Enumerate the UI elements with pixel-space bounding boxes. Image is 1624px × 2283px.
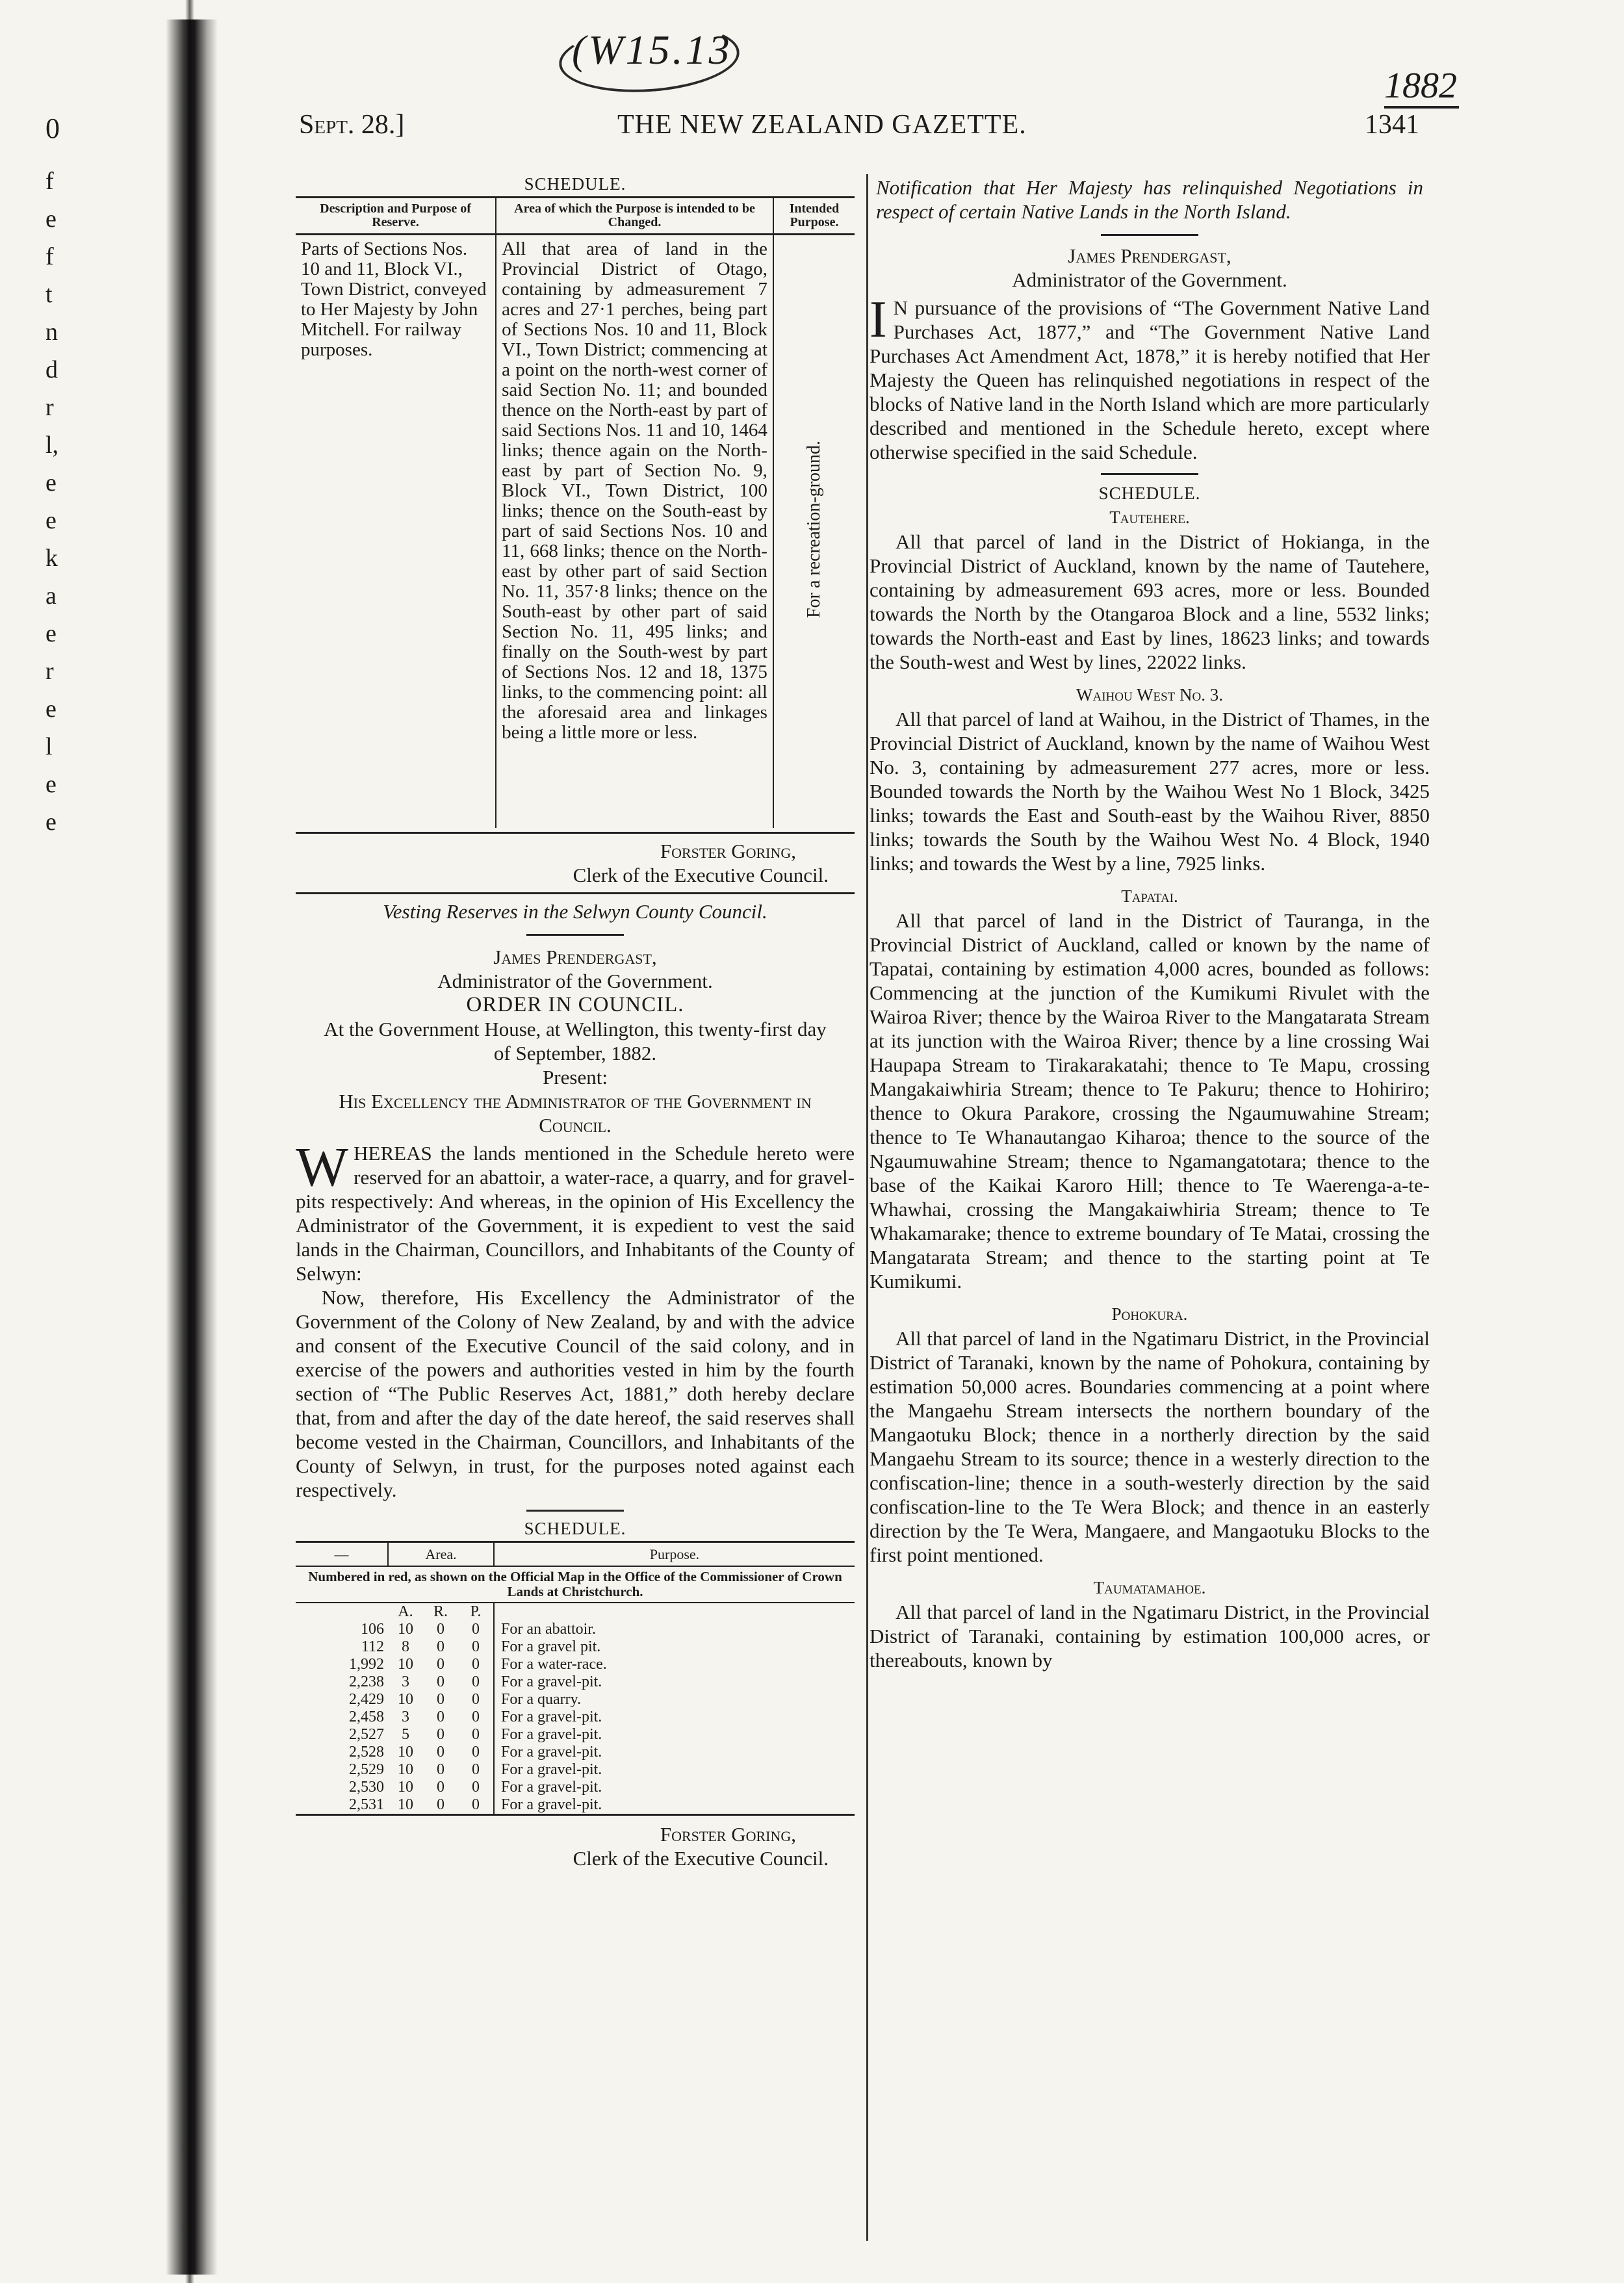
unit-acres: A. bbox=[398, 1603, 413, 1620]
schedule2-row bbox=[296, 1709, 855, 1726]
area-roods: 0 bbox=[437, 1779, 445, 1796]
reserve-number: 2,528 bbox=[349, 1744, 384, 1761]
area-perches: 0 bbox=[472, 1779, 480, 1796]
schedule1-header-purpose: Intended Purpose. bbox=[773, 198, 855, 235]
margin-letter: k bbox=[45, 545, 58, 572]
margin-letter: l, bbox=[45, 432, 59, 459]
area-perches: 0 bbox=[472, 1638, 480, 1655]
area-roods: 0 bbox=[437, 1726, 445, 1743]
rule bbox=[1101, 234, 1198, 236]
margin-letter: a bbox=[45, 582, 57, 610]
margin-letter: e bbox=[45, 620, 57, 647]
area-roods: 0 bbox=[437, 1638, 445, 1655]
reserve-purpose: For a gravel-pit. bbox=[494, 1726, 855, 1744]
area-perches: 0 bbox=[472, 1761, 480, 1778]
rule bbox=[1101, 473, 1198, 475]
present-label: Present: bbox=[543, 1066, 608, 1089]
reserve-number: 2,238 bbox=[349, 1673, 384, 1690]
notice-title: Notification that Her Majesty has relinquished Negotiations in respect of certain Native Lands in the North Island. bbox=[876, 176, 1423, 223]
intro-paragraph bbox=[870, 291, 1430, 464]
schedule1-description: Parts of Sections Nos. 10 and 11, Block VI., Town District, conveyed to Her Majesty by John Mitchell. For railway purposes. bbox=[296, 235, 496, 829]
schedule1-header-area: Area of which the Purpose is intended to be Changed. bbox=[496, 198, 773, 235]
block-description: All that parcel of land at Waihou, in the District of Thames, in the Provincial District of Auckland, known by the name of Waihou West No. 3, containing by admeasurement 277 acres, more or less. Bounded towards the North by the Waihou West No 1 Block, 3425 links; towards the East and South-east by the Waihou River, 8850 links; towards the South by the Waihou West No. 4 Block, 1940 links; and towards the West by a line, 7925 links. bbox=[870, 708, 1430, 875]
header-page-number: 1341 bbox=[1365, 110, 1419, 140]
margin-letter: e bbox=[45, 205, 57, 233]
block-description: All that parcel of land in the District of Tauranga, in the Provincial District of Auckland, called or known by the name of Tapatai, containing by estimation 4,000 acres, bounded as follows: Commencing at the junction of the Kumikumi Rivulet with the Wairoa River; thence by the Wairoa River to the Mangatarata Stream at its junction with the Wairoa River; thence by a line crossing Wai Haupapa Stream to Tirakarakatahi; thence to Te Mapu, crossing Mangakaiwhiria Stream; thence to Te Pakuru; thence to Hohiriro; thence to Okura Parakore, crossing the Ngaumuwahine Stream; thence to Te Whanautangao Kiharoa; thence to the source of the Ngaumuwahine Stream; thence to Ngamangatotara; thence to the base of the Kaikai Karoro Hill; thence to Te Waerenga-a-te-Whawhai, crossing the Mangakaiwhiria Stream; thence to Te Whakamarake; thence to extreme boundary of Te Matai, crossing the Mangatarata Stream; and thence to the starting point at Te Kumikumi. bbox=[870, 909, 1430, 1293]
margin-letter: e bbox=[45, 469, 57, 497]
schedule2-row bbox=[296, 1726, 855, 1744]
schedule1-purpose: For a recreation-ground. bbox=[804, 441, 825, 618]
right-administrator-title: Administrator of the Government. bbox=[1012, 268, 1287, 291]
margin-letters bbox=[45, 162, 84, 841]
margin-page-fragment: 0 bbox=[45, 112, 60, 144]
reserve-purpose: For a gravel-pit. bbox=[494, 1796, 855, 1815]
area-acres: 5 bbox=[402, 1726, 409, 1743]
signature-name-2: Forster Goring, bbox=[660, 1823, 796, 1846]
area-acres: 10 bbox=[398, 1744, 413, 1761]
signature-name-1: Forster Goring, bbox=[660, 840, 796, 862]
handwritten-underline bbox=[1384, 106, 1459, 109]
unit-perches: P. bbox=[470, 1603, 482, 1620]
margin-letter: e bbox=[45, 771, 57, 798]
reserve-number: 2,429 bbox=[349, 1691, 384, 1708]
schedule2-row bbox=[296, 1796, 855, 1815]
margin-letter: f bbox=[45, 243, 54, 270]
reserve-purpose: For a gravel pit. bbox=[494, 1638, 855, 1656]
schedule2-title: SCHEDULE. bbox=[524, 1519, 626, 1538]
area-perches: 0 bbox=[472, 1673, 480, 1690]
reserve-number: 1,992 bbox=[349, 1656, 384, 1673]
schedule2-row bbox=[296, 1779, 855, 1796]
schedule2-row bbox=[296, 1621, 855, 1638]
now-therefore-paragraph: Now, therefore, His Excellency the Administrator of the Government of the Colony of New Zealand, by and with the advice and consent of the Executive Council of the said colony, and in exercise of the powers and authorities vested in him by the fourth section of “The Public Reserves Act, 1881,” doth hereby declare that, from and after the day of the date hereof, the said reserves shall become vested in the Chairman, Councillors, and Inhabitants of the County of Selwyn, in trust, for the purposes noted against each respectively. bbox=[296, 1286, 855, 1501]
reserve-number: 2,458 bbox=[349, 1709, 384, 1725]
area-roods: 0 bbox=[423, 1796, 458, 1815]
column-rule bbox=[866, 174, 868, 2241]
area-acres: 3 bbox=[402, 1673, 409, 1690]
area-roods: 0 bbox=[437, 1656, 445, 1673]
schedule1-area: All that area of land in the Provincial District of Otago, containing by admeasurement 7 acres and 27·1 perches, being part of Sections Nos. 10 and 11, Block VI., Town District; commencing at a point on the north-west corner of said Section No. 11; and bounded thence on the North-east by part of said Sections Nos. 11 and 10, 1464 links; thence again on the North-east by part of Section No. 9, Block VI., Town District, 100 links; thence on the South-east by part of said Sections Nos. 10 and 11, 668 links; thence on the North-east by other part of said Section No. 11, 357·8 links; thence on the South-east by other part of said Section No. 11, 495 links; and finally on the South-west by part of Sections Nos. 12 and 18, 1375 links, to the commencing point: all the aforesaid area and linkages being a little more or less. bbox=[496, 235, 773, 829]
administrator-title: Administrator of the Government. bbox=[437, 970, 713, 992]
area-perches: 0 bbox=[472, 1709, 480, 1725]
area-perches: 0 bbox=[472, 1621, 480, 1638]
area-acres: 10 bbox=[398, 1691, 413, 1708]
margin-letter: d bbox=[45, 356, 58, 383]
rule bbox=[296, 832, 855, 834]
land-blocks bbox=[870, 506, 1430, 1672]
header-title: THE NEW ZEALAND GAZETTE. bbox=[617, 110, 1027, 140]
margin-letter: e bbox=[45, 808, 57, 836]
reserve-number: 112 bbox=[361, 1638, 384, 1655]
schedule1-purpose-cell bbox=[773, 235, 855, 829]
block-description: All that parcel of land in the Ngatimaru District, in the Provincial District of Taranaki, known by the name of Pohokura, containing by estimation 50,000 acres. Boundaries commencing at a point where the Mangaehu Stream intersects the northern boundary of the Mangaotuku Block; thence in a northerly direction by the said Mangaehu Stream to its source; thence in a westerly direction to the confiscation-line; thence in a south-westerly direction by the said confiscation-line to the Te Wera Block; and thence in an easterly direction by the Te Wera, Mangaere, and Mangaotuku Blocks to the first point mentioned. bbox=[870, 1327, 1430, 1566]
margin-letter: t bbox=[45, 281, 53, 308]
header-date: Sept. 28.] bbox=[299, 110, 405, 140]
area-acres: 10 bbox=[398, 1621, 413, 1638]
area-acres: 10 bbox=[398, 1761, 413, 1778]
area-roods: 0 bbox=[437, 1673, 445, 1690]
rule bbox=[526, 1510, 624, 1512]
margin-letter: r bbox=[45, 394, 54, 421]
area-perches: 0 bbox=[472, 1691, 480, 1708]
unit-roods: R. bbox=[433, 1603, 448, 1620]
area-acres: 10 bbox=[388, 1796, 423, 1815]
margin-letter: e bbox=[45, 507, 57, 534]
order-in-council-title: ORDER IN COUNCIL. bbox=[466, 993, 684, 1016]
block-heading: Tautehere. bbox=[1109, 508, 1190, 527]
area-roods: 0 bbox=[437, 1691, 445, 1708]
schedule2-header-area: Area. bbox=[388, 1542, 494, 1567]
handwritten-note: (W15.13 bbox=[572, 27, 732, 73]
reserve-number: 2,530 bbox=[349, 1779, 384, 1796]
intro-drop-cap: I bbox=[870, 291, 887, 348]
vesting-title: Vesting Reserves in the Selwyn County Council. bbox=[383, 900, 767, 923]
reserve-number: 106 bbox=[361, 1621, 384, 1638]
margin-letter: n bbox=[45, 318, 58, 346]
left-column bbox=[296, 172, 855, 1870]
reserve-number: 2,527 bbox=[349, 1726, 384, 1743]
area-roods: 0 bbox=[437, 1621, 445, 1638]
schedule2-row bbox=[296, 1673, 855, 1691]
schedule2-row bbox=[296, 1761, 855, 1779]
block-heading: Taumatamahoe. bbox=[1093, 1578, 1206, 1597]
schedule2-note: Numbered in red, as shown on the Official Map in the Office of the Commissioner of Crown Lands at Christchurch. bbox=[296, 1566, 855, 1603]
place-and-date: At the Government House, at Wellington, this twenty-first day of September, 1882. bbox=[324, 1018, 827, 1064]
rule bbox=[296, 892, 855, 894]
reserve-purpose: For a quarry. bbox=[494, 1691, 855, 1709]
signature-title-2: Clerk of the Executive Council. bbox=[573, 1847, 829, 1870]
reserve-purpose: For a gravel-pit. bbox=[494, 1709, 855, 1726]
reserve-purpose: For a gravel-pit. bbox=[494, 1761, 855, 1779]
signature-title-1: Clerk of the Executive Council. bbox=[573, 864, 829, 886]
block-heading: Tapatai. bbox=[1121, 886, 1178, 906]
margin-letter: f bbox=[45, 168, 54, 195]
reserve-purpose: For a gravel-pit. bbox=[494, 1779, 855, 1796]
area-roods: 0 bbox=[437, 1761, 445, 1778]
area-perches: 0 bbox=[472, 1656, 480, 1673]
intro-text: N pursuance of the provisions of “The Government Native Land Purchases Act, 1877,” and “The Government Native Land Purchases Act Amendment Act, 1878,” it is hereby notified that Her Majesty the Queen has relinquished negotiations in respect of the blocks of Native land in the North Island which are more particularly described and mentioned in the Schedule hereto, except where otherwise specified in the said Schedule. bbox=[870, 296, 1430, 463]
excellency-line: His Excellency the Administrator of the Government in Council. bbox=[339, 1090, 812, 1137]
schedule2-row bbox=[296, 1691, 855, 1709]
block-heading: Waihou West No. 3. bbox=[1076, 685, 1223, 704]
area-roods: 0 bbox=[437, 1744, 445, 1761]
rule bbox=[526, 934, 624, 936]
margin-letter: r bbox=[45, 658, 54, 685]
schedule2-row bbox=[296, 1744, 855, 1761]
reserve-purpose: For a gravel-pit. bbox=[494, 1744, 855, 1761]
margin-letter: e bbox=[45, 695, 57, 723]
schedule2-table bbox=[296, 1541, 855, 1816]
administrator-name: James Prendergast, bbox=[493, 946, 657, 968]
right-administrator-name: James Prendergast, bbox=[1068, 244, 1231, 267]
area-perches: 0 bbox=[458, 1796, 494, 1815]
reserve-purpose: For an abattoir. bbox=[494, 1621, 855, 1638]
margin-letter: l bbox=[45, 733, 53, 760]
schedule2-header-number: — bbox=[296, 1542, 388, 1567]
right-column bbox=[870, 175, 1430, 1672]
reserve-purpose: For a gravel-pit. bbox=[494, 1673, 855, 1691]
reserve-number: 2,531 bbox=[296, 1796, 388, 1815]
area-perches: 0 bbox=[472, 1726, 480, 1743]
area-acres: 10 bbox=[398, 1656, 413, 1673]
area-acres: 8 bbox=[402, 1638, 409, 1655]
reserve-number: 2,529 bbox=[349, 1761, 384, 1778]
block-description: All that parcel of land in the Ngatimaru District, in the Provincial District of Taranaki, containing by estimation 100,000 acres, or thereabouts, known by bbox=[870, 1601, 1430, 1671]
area-acres: 10 bbox=[398, 1779, 413, 1796]
schedule2-header-purpose: Purpose. bbox=[494, 1542, 855, 1567]
schedule1-title: SCHEDULE. bbox=[524, 174, 626, 194]
right-schedule-title: SCHEDULE. bbox=[1098, 484, 1201, 503]
block-description: All that parcel of land in the District of Hokianga, in the Provincial District of Auckland, known by the name of Tautehere, containing by admeasurement 693 acres, more or less. Bounded towards the North by the Otangaroa Block and a line, 5532 links; towards the North-east and East by lines, 18623 links; and towards the South-west and West by lines, 22022 links. bbox=[870, 530, 1430, 673]
area-acres: 3 bbox=[402, 1709, 409, 1725]
area-perches: 0 bbox=[472, 1744, 480, 1761]
drop-cap: W bbox=[296, 1135, 349, 1198]
reserve-purpose: For a water-race. bbox=[494, 1656, 855, 1673]
binding-crease bbox=[185, 0, 194, 2283]
schedule1-table bbox=[296, 196, 855, 828]
handwritten-year: 1882 bbox=[1384, 66, 1457, 106]
area-roods: 0 bbox=[437, 1709, 445, 1725]
schedule2-row bbox=[296, 1638, 855, 1656]
block-heading: Pohokura. bbox=[1111, 1304, 1188, 1324]
schedule1-header-description: Description and Purpose of Reserve. bbox=[296, 198, 496, 235]
schedule2-row bbox=[296, 1656, 855, 1673]
whereas-text: HEREAS the lands mentioned in the Schedule hereto were reserved for an abattoir, a water-race, a quarry, and for gravel-pits respectively: And whereas, in the opinion of His Excellency the Administrator of the Government, it is expedient to vest the said lands in the Chairman, Councillors, and Inhabitants of the County of Selwyn: bbox=[296, 1142, 855, 1285]
whereas-paragraph bbox=[296, 1135, 855, 1285]
